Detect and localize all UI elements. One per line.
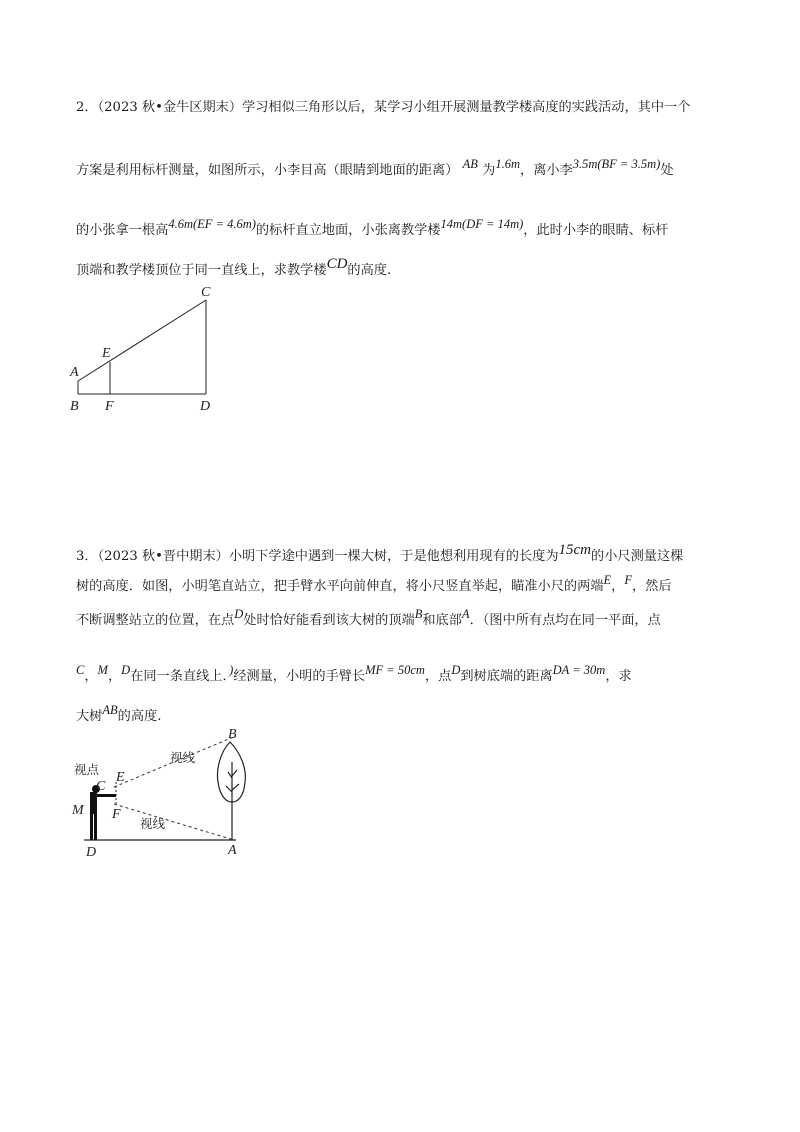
tree bbox=[218, 742, 246, 840]
label-d: D bbox=[200, 399, 211, 414]
label-d: D bbox=[86, 845, 97, 860]
math-ab-value: 1.6m bbox=[495, 157, 520, 171]
math-e: E bbox=[603, 573, 612, 587]
problem2-line4 bbox=[76, 256, 392, 281]
problem3-text: ，点 bbox=[424, 669, 452, 684]
problem3-text: 大树 bbox=[76, 709, 103, 724]
problem3-figure bbox=[70, 722, 250, 862]
math-ef-value: 4.6m(EF = 4.6m) bbox=[168, 217, 256, 231]
label-b: B bbox=[228, 727, 237, 742]
math-df-value: 14m(DF = 14m) bbox=[440, 217, 524, 231]
problem3-text: 在同一条直线上． bbox=[130, 669, 230, 684]
math-d: D bbox=[451, 663, 461, 677]
math-mf-value: MF = 50cm bbox=[365, 663, 425, 677]
math-d: D bbox=[234, 607, 244, 621]
math-ab: AB bbox=[102, 703, 118, 717]
problem3-text: 到树底端的距离 bbox=[460, 669, 553, 684]
label-m: M bbox=[72, 803, 84, 818]
problem3-text: 和底部 bbox=[422, 613, 462, 628]
label-e: E bbox=[116, 770, 125, 785]
problem3-text: ，然后 bbox=[631, 579, 672, 594]
problem2-line1 bbox=[76, 98, 690, 118]
problem2-text: 的标杆直立地面，小张离教学楼 bbox=[255, 223, 441, 238]
problem3-line4 bbox=[76, 663, 632, 687]
label-c: C bbox=[96, 779, 106, 794]
problem2-line3 bbox=[76, 217, 669, 241]
math-a: A bbox=[461, 607, 470, 621]
problem2-text: 方案是利用标杆测量，如图所示，小李目高（眼睛到地面的距离） bbox=[76, 163, 459, 178]
label-sight-bottom: 视线 bbox=[140, 816, 166, 831]
problem3-text: ， bbox=[611, 579, 625, 594]
math-paren: ) bbox=[229, 663, 234, 677]
sight-line-bottom bbox=[114, 804, 234, 840]
label-a: A bbox=[70, 365, 79, 380]
problem3-text: 经测量，小明的手臂长 bbox=[233, 669, 366, 684]
problem3-text: 树的高度．如图，小明笔直站立，把手臂水平向前伸直，将小尺竖直举起，瞄准小尺的两端 bbox=[76, 579, 604, 594]
problem3-text: 的高度. bbox=[117, 709, 162, 724]
problem2-text: ，离小李 bbox=[519, 163, 573, 178]
math-f: F bbox=[624, 573, 632, 587]
problem2-text: 的高度. bbox=[347, 263, 392, 278]
label-c: C bbox=[201, 285, 211, 300]
problem2-text: ，此时小李的眼睛、标杆 bbox=[523, 223, 669, 238]
math-ab: AB bbox=[462, 157, 478, 171]
problem2-text: 处 bbox=[660, 163, 674, 178]
label-f: F bbox=[112, 807, 121, 822]
math-bf-value: 3.5m(BF = 3.5m) bbox=[572, 157, 661, 171]
problem3-text: ， bbox=[84, 669, 98, 684]
problem3-line3 bbox=[76, 607, 661, 631]
label-sight-top: 视线 bbox=[170, 750, 196, 765]
problem2-text: 顶端和教学楼顶位于同一直线上，求教学楼 bbox=[76, 263, 327, 278]
math-d: D bbox=[121, 663, 131, 677]
label-viewpoint: 视点 bbox=[74, 762, 100, 777]
math-da-value: DA = 30m bbox=[552, 663, 606, 677]
problem3-text: 处时恰好能看到该大树的顶端 bbox=[243, 613, 415, 628]
problem3-line1 bbox=[76, 542, 684, 567]
problem3-text: ， bbox=[107, 669, 122, 684]
math-b: B bbox=[414, 607, 423, 621]
label-a: A bbox=[228, 843, 237, 858]
problem3-text: 的小尺测量这棵 bbox=[591, 549, 684, 564]
math-c: C bbox=[76, 663, 85, 677]
problem3-text: ，求 bbox=[605, 669, 632, 684]
label-e: E bbox=[102, 346, 111, 361]
problem3-text: 3．（2023 秋•晋中期末）小明下学途中遇到一棵大树，于是他想利用现有的长度为 bbox=[76, 549, 559, 564]
label-f: F bbox=[105, 399, 114, 414]
problem2-text: 2．（2023 秋•金牛区期末）学习相似三角形以后，某学习小组开展测量教学楼高度的实践活动，其中一个 bbox=[76, 100, 691, 115]
math-m: M bbox=[97, 663, 108, 677]
sight-line-ac bbox=[78, 300, 206, 381]
problem2-line2 bbox=[76, 157, 674, 181]
problem2-figure bbox=[66, 282, 226, 414]
math-cd: CD bbox=[326, 256, 348, 272]
problem3-text: 不断调整站立的位置，在点 bbox=[76, 613, 235, 628]
label-b: B bbox=[70, 399, 79, 414]
problem2-text: 为 bbox=[482, 163, 496, 178]
math-ruler-length: 15cm bbox=[558, 542, 592, 558]
problem2-text: 的小张拿一根高 bbox=[76, 223, 169, 238]
problem3-text: ．（图中所有点均在同一平面，点 bbox=[469, 613, 661, 628]
problem3-line2 bbox=[76, 573, 672, 597]
